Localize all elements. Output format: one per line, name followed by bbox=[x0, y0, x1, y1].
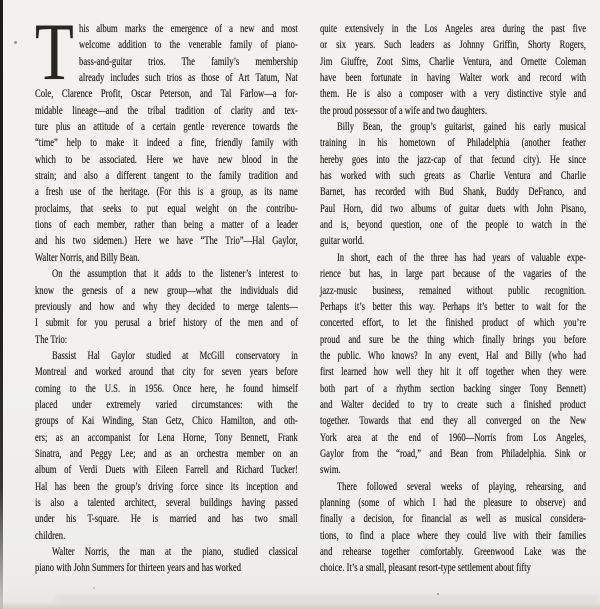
text-line: groups of Kai Winding, Stan Getz, Chico Hamilton, and oth- bbox=[35, 415, 298, 428]
liner-notes-right-column bbox=[320, 21, 586, 577]
text-line: together. Towards that end they all converged on the New bbox=[320, 415, 586, 428]
text-line: have been fortunate in having Walter work and record with bbox=[320, 72, 586, 85]
text-line: tions of each member, rather than being a matter of a leader bbox=[35, 219, 298, 232]
text-line: The Trio: bbox=[35, 333, 68, 346]
text-line: strain; and also a different tangent to the family tradition and bbox=[35, 170, 298, 183]
text-line: already includes such trios as those of Art Tatum, Nat bbox=[79, 72, 298, 85]
text-line: Cole, Clarence Profit, Oscar Peterson, and Tal Farlow—a for- bbox=[35, 88, 298, 101]
drop-cap-letter: T bbox=[35, 6, 74, 97]
text-line: previously and how and why they decided to merge talents— bbox=[35, 300, 298, 313]
text-line: both part of a rhythm section backing singer Tony Bennett) bbox=[320, 382, 586, 395]
text-line: There followed several weeks of playing, rehearsing, and bbox=[336, 480, 586, 493]
text-line: Barnet, has recorded with Bud Shank, Buddy DeFranco, and bbox=[320, 186, 586, 199]
paragraph bbox=[320, 479, 586, 577]
text-line: is also a talented architect, several buildings having passed bbox=[35, 496, 298, 509]
text-line: On the assumption that it adds to the listener’s interest to bbox=[52, 268, 298, 281]
paragraph bbox=[35, 348, 298, 544]
text-line: proclaims, that seeks to put equal weight on the contribu- bbox=[35, 202, 298, 215]
text-line: rience but has, in large part because of the vagaries of the bbox=[320, 268, 586, 281]
text-line: Walter Norris, and Billy Bean. bbox=[35, 251, 140, 264]
text-line: or six years. Such leaders as Johnny Griffin, Shorty Rogers, bbox=[320, 39, 586, 52]
text-line: the public. Who knows? In any event, Hal and Billy (who had bbox=[320, 349, 586, 362]
text-line: “time” help to make it indeed a fine, friendly family with bbox=[35, 137, 298, 150]
text-line: training in his hometown of Philadelphia (another feather bbox=[320, 137, 586, 150]
text-line: Montreal and worked around that city for seven years before bbox=[35, 366, 298, 379]
paragraph bbox=[35, 266, 298, 348]
text-line: In short, each of the three has had years of valuable expe- bbox=[336, 251, 586, 264]
text-line: Paul Horn, did two albums of guitar duets with John Pisano, bbox=[320, 202, 586, 215]
text-line: Billy Bean, the group’s guitarist, gained his early musical bbox=[336, 121, 586, 134]
text-line: know the genesis of a new group—what the individuals did bbox=[35, 284, 298, 297]
text-line: the proud possessor of a wife and two daughters. bbox=[320, 104, 487, 117]
text-line: I submit for you perusal a brief history of the men and of bbox=[35, 317, 298, 330]
text-line: a fresh use of the heritage. (For this is a group, as its name bbox=[35, 186, 298, 199]
text-line: Hal has been the group’s driving force since its inception and bbox=[35, 480, 298, 493]
text-line: placed under extremely varied circumstances: with the bbox=[35, 398, 298, 411]
text-line: Sinatra, and Peggy Lee; and as an orchestra member on an bbox=[35, 447, 298, 460]
paragraph bbox=[35, 6, 298, 266]
text-line: under his T-square. He is married and has two small bbox=[35, 513, 298, 526]
scan-bottom-shadow bbox=[0, 601, 600, 609]
text-line: quite extensively in the Los Angeles area during the past five bbox=[320, 23, 586, 35]
text-line: Bassist Hal Gaylor studied at McGill conservatory in bbox=[52, 349, 298, 362]
text-line: Gaylor from the “road,” and Bean from Philadelphia. Sink or bbox=[320, 447, 586, 460]
text-line: bass-and-guitar trios. The family’s membership bbox=[79, 55, 298, 68]
text-line: album of Verdi Duets with Eileen Farrell and Richard Tucker! bbox=[35, 464, 298, 477]
text-line: and Walter decided to try to create such a finished product bbox=[320, 398, 586, 411]
text-line: children. bbox=[35, 529, 66, 542]
text-line: midable lineage—and the tribal tradition of clarity and tex- bbox=[35, 104, 298, 117]
text-line: welcome addition to the venerable family of piano- bbox=[79, 39, 298, 52]
text-line: and rehearse together comfortably. Greenwood Lake was the bbox=[320, 546, 586, 558]
text-line: and is, beyond question, one of the people to watch in the bbox=[320, 219, 586, 232]
text-line: concerted effort, to let the finished product of which you’re bbox=[320, 317, 586, 330]
text-line: piano with John Summers for thirteen years and has worked bbox=[35, 562, 242, 575]
text-line: which to be associated. Here we have new blood in the bbox=[35, 153, 298, 166]
scan-speck bbox=[14, 41, 17, 44]
text-line: planning (some of which I had the pleasure to observe) and bbox=[320, 496, 586, 509]
text-line: and his two sidemen.) Here we have “The Trio”—Hal Gaylor, bbox=[35, 235, 298, 248]
text-line: ture plus an attitude of a certain gentle reverence towards the bbox=[35, 121, 298, 134]
text-line: Walter Norris, the man at the piano, studied classical bbox=[52, 546, 298, 558]
text-line: finally a decision, for financial as well as musical considera- bbox=[320, 513, 586, 526]
text-line: Perhaps it’s better this way. Perhaps it’s better to wait for the bbox=[320, 300, 586, 313]
text-line: choice. It’s a small, pleasant resort-type settlement about fifty bbox=[320, 562, 531, 575]
text-line: them. He is also a composer with a very distinctive style and bbox=[320, 88, 586, 101]
text-line: swim. bbox=[320, 464, 341, 477]
text-line: guitar world. bbox=[320, 235, 365, 248]
text-line: proud and sure be the thing which finally brings you before bbox=[320, 333, 586, 346]
scan-speck bbox=[93, 587, 95, 589]
text-line: tions, to find a place where they could live with their families bbox=[320, 529, 586, 542]
text-line: first learned how well they hit it off together when they were bbox=[320, 366, 586, 379]
text-line: jazz-music business, remained without public recognition. bbox=[320, 284, 586, 297]
paragraph bbox=[320, 21, 586, 119]
text-line: his album marks the emergence of a new and most bbox=[79, 23, 298, 35]
scan-speck bbox=[437, 593, 439, 595]
paragraph bbox=[35, 544, 298, 577]
text-line: hereby goes into the jazz-cap of that fecund city). He since bbox=[320, 153, 586, 166]
scan-edge-line bbox=[0, 0, 3, 609]
text-line: ers; as an accompanist for Lena Horne, Tony Bennett, Frank bbox=[35, 431, 298, 444]
liner-notes-left-column bbox=[35, 6, 298, 577]
text-line: York area at the end of 1960—Norris from Los Angeles, bbox=[320, 431, 586, 444]
paragraph bbox=[320, 119, 586, 250]
text-line: has worked with such greats as Charlie Ventura and Charlie bbox=[320, 170, 586, 183]
paragraph bbox=[320, 250, 586, 479]
text-line: Jim Giuffre, Zoot Sims, Charlie Ventura, and Ornette Coleman bbox=[320, 55, 586, 68]
text-line: coming to the U.S. in 1956. Once here, he found himself bbox=[35, 382, 298, 395]
